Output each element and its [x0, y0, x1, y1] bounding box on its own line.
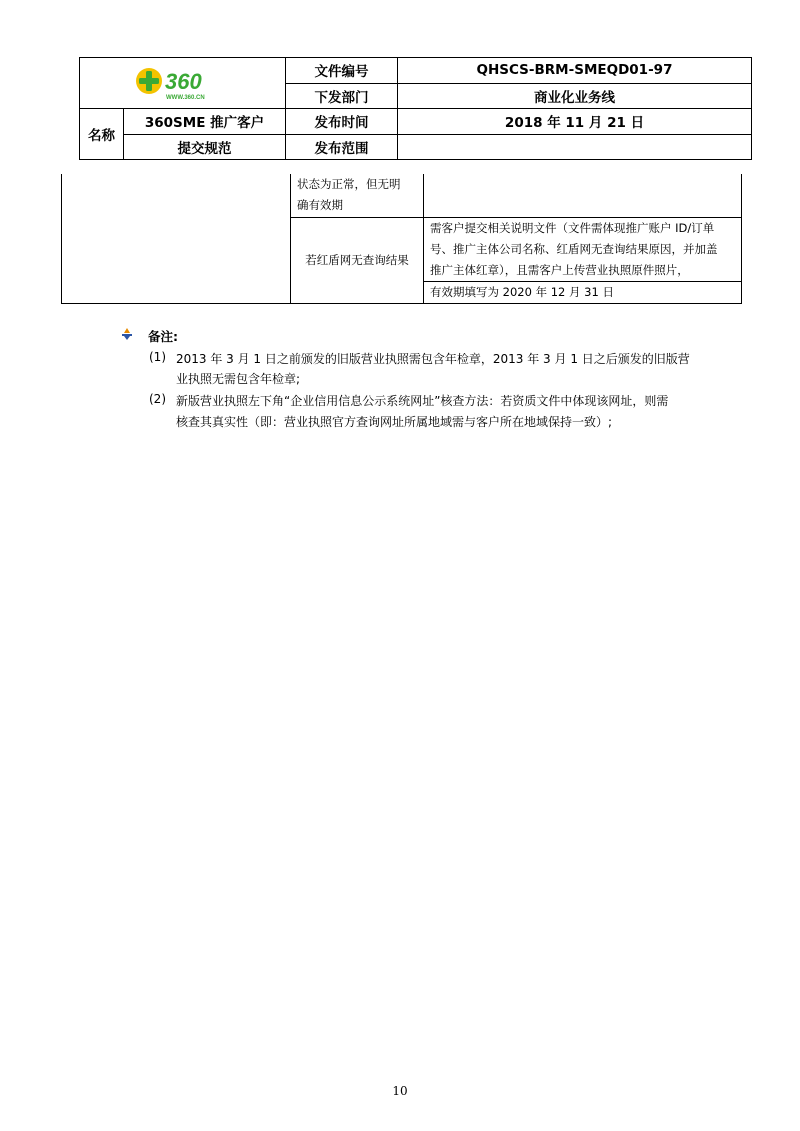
date-label: 发布时间 [286, 109, 398, 135]
logo-brand-text: 360 [164, 69, 202, 94]
note-line: 核查其真实性（即：营业执照官方查询网址所属地域需与客户所在地域保持一致）; [176, 415, 613, 429]
date-value: 2018 年 11 月 21 日 [398, 109, 752, 135]
condition-cell-1 [291, 174, 424, 217]
condition-line: 确有效期 [297, 198, 343, 213]
requirement-line: 推广主体红章），且需客户上传营业执照原件照片， [430, 262, 689, 277]
requirement-line: 号、推广主体公司名称、红盾网无查询结果原因，并加盖 [430, 241, 718, 256]
name-value-line1: 360SME 推广客户 [124, 109, 286, 135]
doc-no-value: QHSCS-BRM-SMEQD01-97 [398, 58, 752, 84]
note-number: (2) [149, 392, 166, 406]
condition-cell-2: 若红盾网无查询结果 [291, 217, 424, 303]
note-bullet-icon [120, 327, 134, 341]
note-line: 新版营业执照左下角“企业信用信息公示系统网址”核查方法：若资质文件中体现该网址，则需 [176, 394, 669, 408]
scope-label: 发布范围 [286, 134, 398, 160]
notes-title: 备注: [148, 329, 178, 344]
dept-label: 下发部门 [286, 83, 398, 109]
note-number: (1) [149, 350, 166, 364]
requirements-table [61, 174, 742, 304]
note-line: 业执照无需包含年检章; [176, 372, 301, 386]
logo-site-text: WWW.360.CN [165, 95, 205, 101]
condition-line: 状态为正常，但无明 [297, 177, 401, 192]
name-value-line2: 提交规范 [124, 134, 286, 160]
requirement-line: 需客户提交相关说明文件（文件需体现推广账户 ID/订单 [430, 220, 715, 235]
requirement-cell-1 [424, 174, 742, 217]
name-label: 名称 [80, 109, 124, 160]
dept-value: 商业化业务线 [398, 83, 752, 109]
logo-cell [80, 58, 286, 109]
doc-no-label: 文件编号 [286, 58, 398, 84]
note-line: 2013 年 3 月 1 日之前颁发的旧版营业执照需包含年检章，2013 年 3 月 1 日之后颁发的旧版营 [176, 352, 690, 366]
page-number: 10 [392, 1084, 408, 1098]
document-header-table [79, 57, 752, 160]
requirement-cell-3: 有效期填写为 2020 年 12 月 31 日 [424, 281, 742, 303]
category-cell [62, 174, 291, 303]
requirement-cell-2 [424, 217, 742, 281]
360-logo-icon [133, 63, 233, 103]
scope-value [398, 134, 752, 160]
